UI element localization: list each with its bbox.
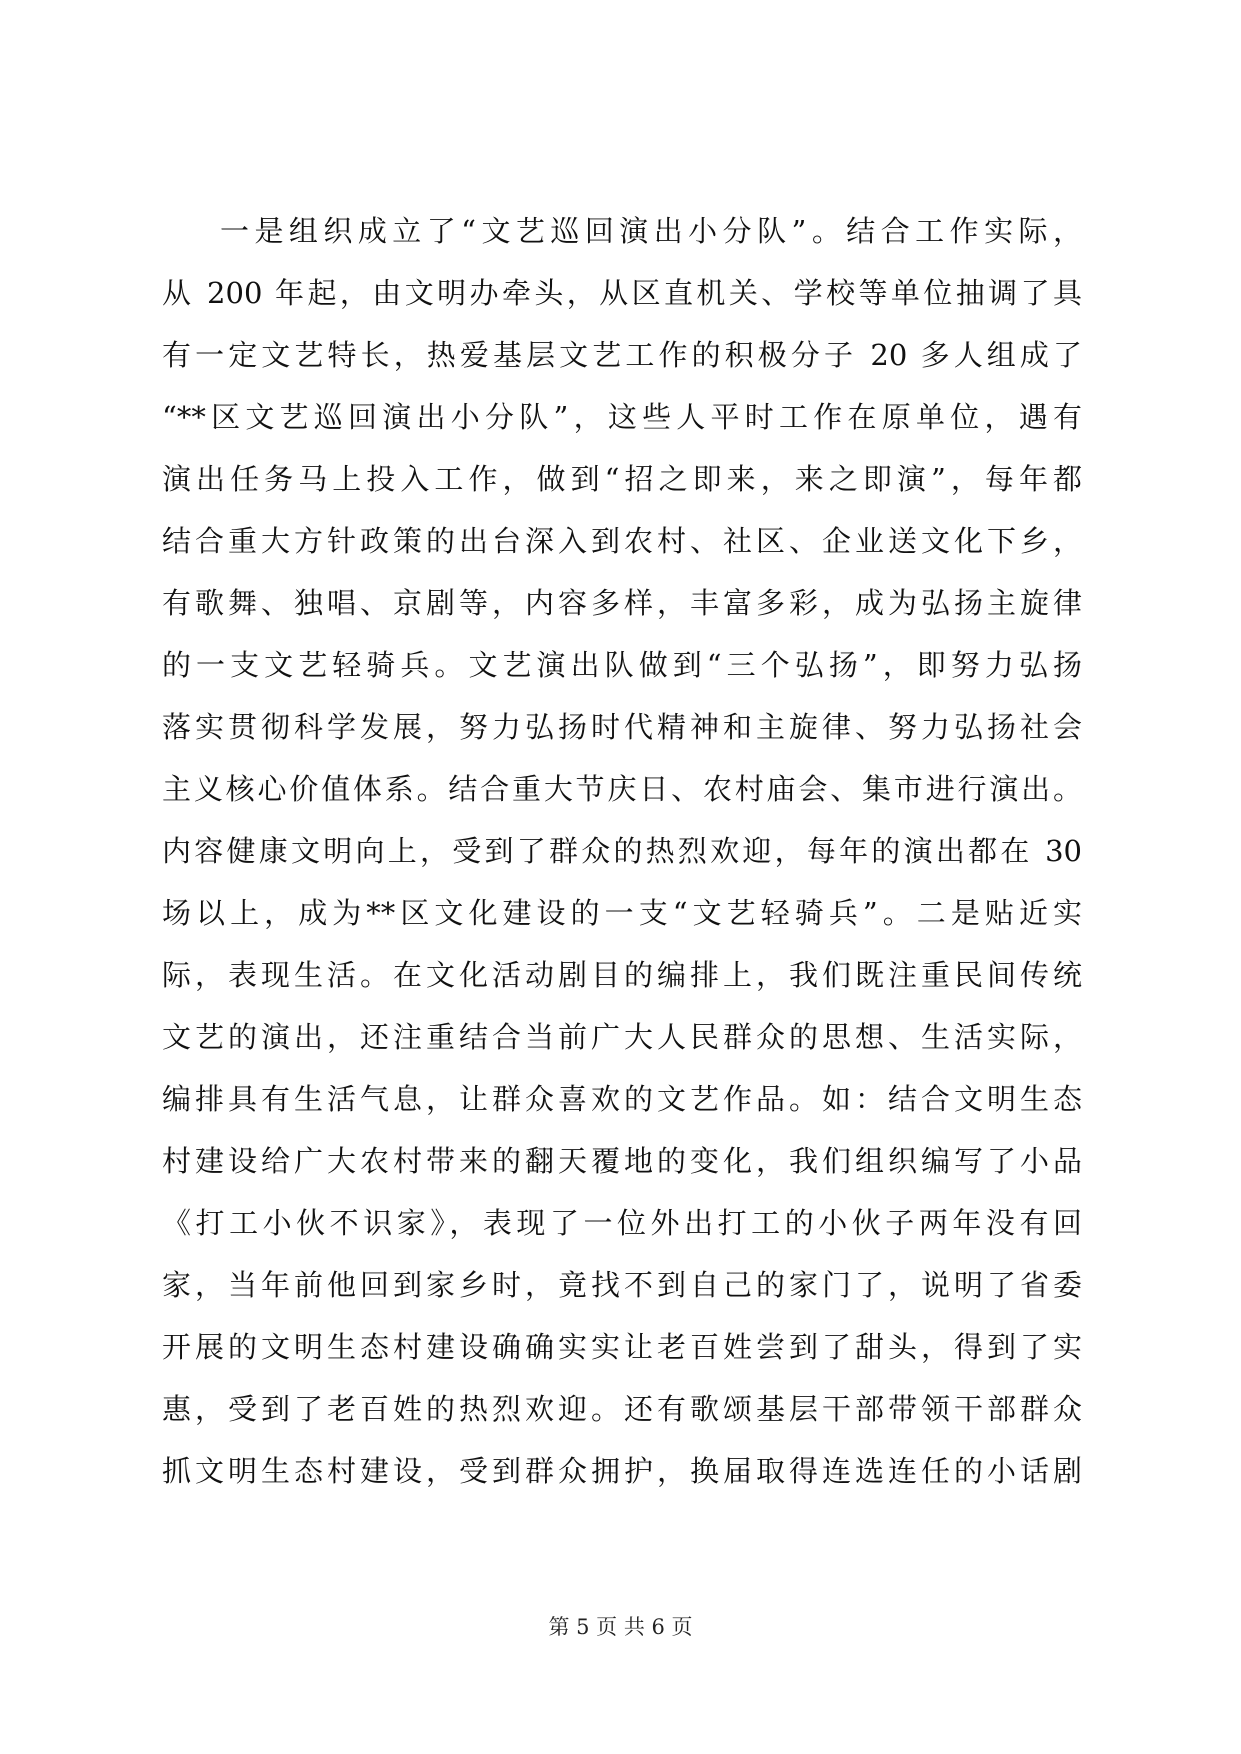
- text-line: 有歌舞、独唱、京剧等，内容多样，丰富多彩，成为弘扬主旋律: [162, 586, 1082, 620]
- text-line: 场以上，成为**区文化建设的一支“文艺轻骑兵”。二是贴近实: [162, 896, 1082, 930]
- text-line: 开展的文明生态村建设确确实实让老百姓尝到了甜头，得到了实: [162, 1330, 1082, 1364]
- page-number-footer: 第 5 页 共 6 页: [548, 1615, 693, 1639]
- text-line: 际，表现生活。在文化活动剧目的编排上，我们既注重民间传统: [162, 958, 1082, 992]
- text-line: 抓文明生态村建设，受到群众拥护，换届取得连选连任的小话剧: [162, 1454, 1082, 1488]
- body-paragraph: [162, 200, 1082, 1502]
- text-line: 结合重大方针政策的出台深入到农村、社区、企业送文化下乡，: [162, 524, 1082, 558]
- text-line: 的一支文艺轻骑兵。文艺演出队做到“三个弘扬”，即努力弘扬: [162, 648, 1082, 682]
- text-line: 从 200 年起，由文明办牵头，从区直机关、学校等单位抽调了具: [162, 276, 1082, 310]
- text-line: 有一定文艺特长，热爱基层文艺工作的积极分子 20 多人组成了: [162, 338, 1082, 372]
- text-line: 惠，受到了老百姓的热烈欢迎。还有歌颂基层干部带领干部群众: [162, 1392, 1082, 1426]
- text-line: 演出任务马上投入工作，做到“招之即来，来之即演”，每年都: [162, 462, 1082, 496]
- text-line: 编排具有生活气息，让群众喜欢的文艺作品。如：结合文明生态: [162, 1082, 1082, 1116]
- text-line: 落实贯彻科学发展，努力弘扬时代精神和主旋律、努力弘扬社会: [162, 710, 1082, 744]
- text-line: 《打工小伙不识家》，表现了一位外出打工的小伙子两年没有回: [162, 1206, 1082, 1240]
- text-line: 一是组织成立了“文艺巡回演出小分队”。结合工作实际，: [220, 214, 1082, 248]
- text-line: 文艺的演出，还注重结合当前广大人民群众的思想、生活实际，: [162, 1020, 1082, 1054]
- text-line: 家，当年前他回到家乡时，竟找不到自己的家门了，说明了省委: [162, 1268, 1082, 1302]
- text-line: 内容健康文明向上，受到了群众的热烈欢迎，每年的演出都在 30: [162, 834, 1082, 868]
- text-line: 村建设给广大农村带来的翻天覆地的变化，我们组织编写了小品: [162, 1144, 1082, 1178]
- text-line: 主义核心价值体系。结合重大节庆日、农村庙会、集市进行演出。: [162, 772, 1082, 806]
- text-line: “**区文艺巡回演出小分队”，这些人平时工作在原单位，遇有: [162, 400, 1082, 434]
